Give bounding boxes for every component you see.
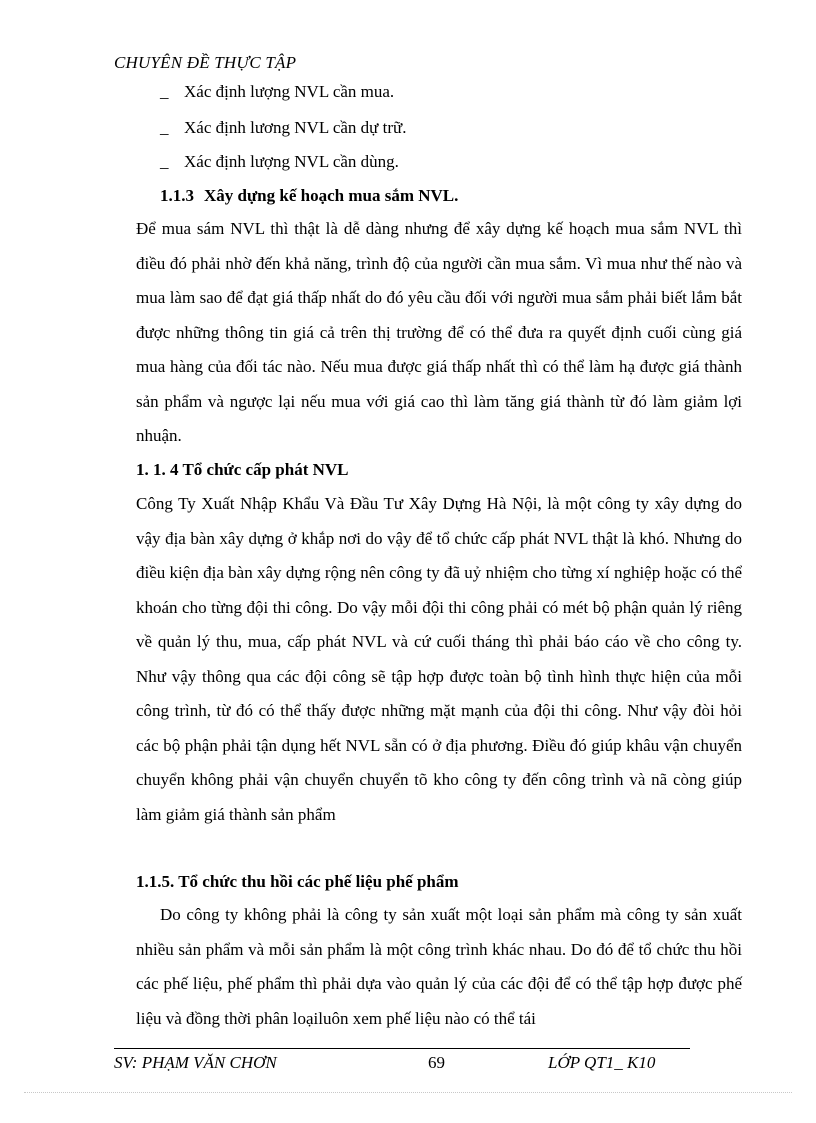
paragraph-1-1-5: Do công ty không phải là công ty sản xuất một loại sản phẩm mà công ty sản xuất nhiều sản phẩm và mỗi sản phẩm là một công trình khác nhau. Do đó để tổ chức thu hồi các phế liệu, phế phẩm thì phải dựa vào quản lý của các đội để có thể tập hợp được phế liệu và đồng thời phân loạiluôn xem phế liệu nào có thể tái (136, 905, 742, 1028)
paragraph-1-1-4: Công Ty Xuất Nhập Khẩu Và Đầu Tư Xây Dựng Hà Nội, là một công ty xây dựng do vậy địa bàn xây dựng ở khắp nơi do vậy để tổ chức cấp phát NVL thật là khó. Nhưng do điều kiện địa bàn xây dựng rộng nên công ty đã uỷ nhiệm cho từng xí nghiệp hoặc có thể khoán cho từng đội thi công. Do vậy mỗi đội thi công phải có mét bộ phận quản lý riêng về quản lý thu, mua, cấp phát NVL và cứ cuối tháng thì phải báo cáo về cho công ty. Như vậy thông qua các đội công sẽ tập hợp được toàn bộ tình hình thực hiện của mỗi công trình, từ đó có thể thấy được những mặt mạnh của đội thi công. Như vậy đòi hỏi các bộ phận phải tận dụng hết NVL sẵn có ở địa phương. Điều đó giúp khâu vận chuyển chuyển không phải vận chuyển chuyển tõ kho công ty đến công trình và nã còng giúp làm giảm giá thành sản phẩm (136, 494, 742, 824)
footer-student-name: SV: PHẠM VĂN CHƠN (114, 1053, 277, 1072)
bullet-dash: _ (160, 82, 169, 101)
bullet-text: Xác định lượng NVL cần mua. (184, 82, 395, 101)
section-heading-1-1-4: 1. 1. 4 Tổ chức cấp phát NVL (136, 460, 349, 479)
footer-class: LỚP QT1_ K10 (548, 1053, 656, 1072)
footer-page-number: 69 (428, 1053, 445, 1072)
section-heading-1-1-5: 1.1.5. Tổ chức thu hồi các phế liệu phế phẩm (136, 872, 459, 891)
bullet-text: Xác định lượng NVL cần dùng. (184, 152, 399, 171)
list-item (160, 152, 399, 172)
footer-divider (114, 1048, 690, 1049)
bullet-dash: _ (160, 152, 169, 171)
section-title: Xây dựng kế hoạch mua sắm NVL. (204, 186, 459, 205)
page-bottom-edge (24, 1092, 792, 1093)
section-heading-1-1-3 (160, 186, 458, 206)
paragraph-1-1-3: Để mua sám NVL thì thật là dễ dàng nhưng để xây dựng kế hoạch mua sắm NVL thì điều đó phải nhờ đến khả năng, trình độ của người cần mua sắm. Vì mua như thế nào và mua làm sao để đạt giá thấp nhất do đó yêu cầu đối với người mua sắm phải biết lắm bắt được những thông tin giá cả trên thị trường để có thể đưa ra quyết định cuối cùng giá mua hàng của đối tác nào. Nếu mua được giá thấp nhất thì có thể làm hạ được giá thành sản phẩm và ngược lại nếu mua với giá cao thì làm tăng giá thành từ đó làm giảm lợi nhuận. (136, 219, 742, 445)
section-number: 1.1.3 (160, 186, 194, 205)
list-item (160, 118, 406, 138)
list-item (160, 82, 394, 102)
bullet-text: Xác định lương NVL cần dự trữ. (184, 118, 407, 137)
bullet-dash: _ (160, 118, 169, 137)
page-header-title: CHUYÊN ĐỀ THỰC TẬP (114, 53, 297, 72)
